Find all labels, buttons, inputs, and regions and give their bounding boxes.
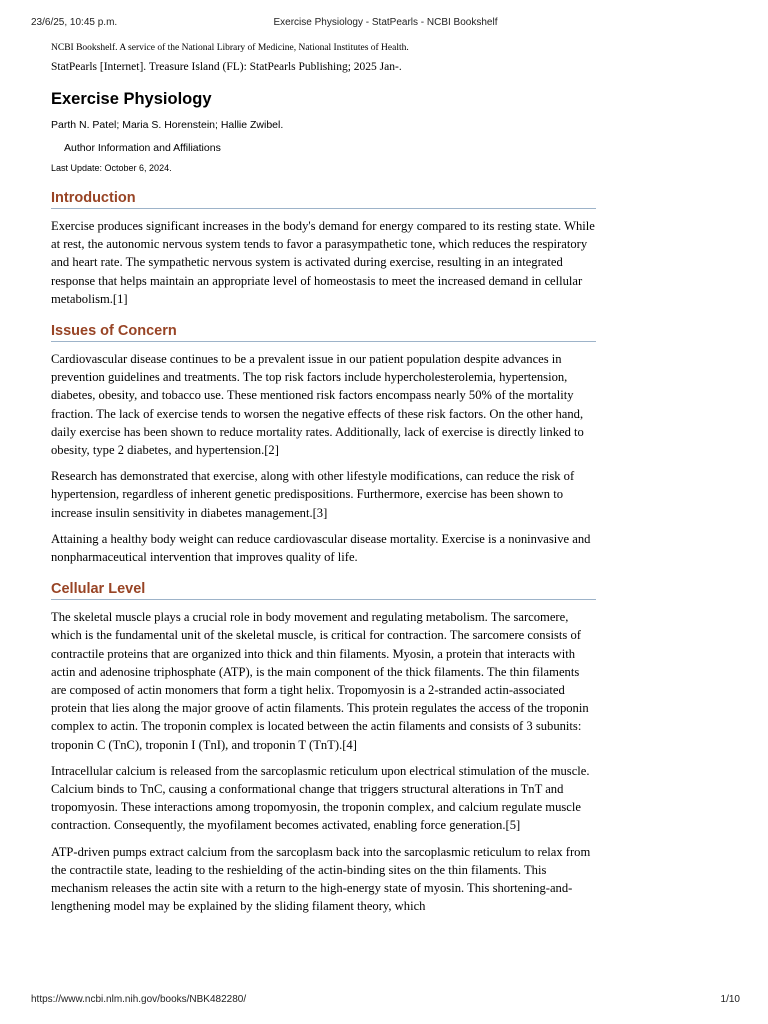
page-number: 1/10 <box>720 994 740 1005</box>
section-heading: Cellular Level <box>51 580 596 600</box>
print-footer <box>31 994 740 1008</box>
print-header <box>31 17 740 31</box>
article-content <box>51 42 596 930</box>
paragraph: The skeletal muscle plays a crucial role in body movement and regulating metabolism. The sarcomere, which is the fundamental unit of the skeletal muscle, is critical for contraction. The sarcomere consists of contractile proteins that are organized into thick and thin filaments. Myosin, a protein that interacts with actin and adenosine triphosphate (ATP), is the main component of the thick filaments. The thin filaments are composed of actin monomers that form a tight helix. Tropomyosin is a 2-stranded actin-associated protein that lies along the major groove of actin filaments. This protein regulates the access of the troponin complex to actin. The troponin complex is located between the actin filaments and consists of 3 subunits: troponin C (TnC), troponin I (TnI), and troponin T (TnT).[4] <box>51 610 589 752</box>
paragraph: Attaining a healthy body weight can reduce cardiovascular disease mortality. Exercise is a noninvasive and nonpharmaceutical intervention that improves quality of life. <box>51 531 591 565</box>
section-heading: Issues of Concern <box>51 322 596 342</box>
paragraph: ATP-driven pumps extract calcium from the sarcoplasm back into the sarcoplasmic reticulum to relax from the contractile state, leading to the reshielding of the actin-binding sites on the thin filaments. This mechanism releases the actin site with a return to the high-energy state of myosin. This shortening-and-lengthening model may be explained by the sliding filament theory, which <box>51 844 591 914</box>
print-date: 23/6/25, 10:45 p.m. <box>31 17 118 28</box>
book-citation: StatPearls [Internet]. Treasure Island (FL): StatPearls Publishing; 2025 Jan-. <box>51 61 402 73</box>
last-update: Last Update: October 6, 2024. <box>51 163 172 173</box>
section-cellular-level <box>51 580 596 915</box>
section-heading: Introduction <box>51 189 596 209</box>
author-list: Parth N. Patel; Maria S. Horenstein; Hallie Zwibel. <box>51 119 284 131</box>
print-page-title: Exercise Physiology - StatPearls - NCBI Bookshelf <box>273 17 498 28</box>
section-introduction <box>51 189 596 308</box>
paragraph: Intracellular calcium is released from the sarcoplasmic reticulum upon electrical stimulation of the muscle. Calcium binds to TnC, causing a conformational change that triggers structural alterations in TnT and tropomyosin. These interactions among tropomyosin, the troponin complex, and calcium regulate muscle contraction. Consequently, the myofilament becomes activated, enabling force generation.[5] <box>51 763 590 833</box>
section-issues-of-concern <box>51 322 596 566</box>
page-url: https://www.ncbi.nlm.nih.gov/books/NBK482280/ <box>31 994 247 1005</box>
bookshelf-service-line: NCBI Bookshelf. A service of the National Library of Medicine, National Institutes of Health. <box>51 43 409 53</box>
paragraph: Exercise produces significant increases in the body's demand for energy compared to its resting state. While at rest, the autonomic nervous system tends to favor a parasympathetic tone, which reduces the respiratory and heart rate. The sympathetic nervous system is activated during exercise, resulting in an integrated response that helps maintain an appropriate level of homeostasis to meet the increased demand in cellular metabolism.[1] <box>51 219 595 306</box>
author-affiliations-link[interactable]: Author Information and Affiliations <box>64 142 221 154</box>
paragraph: Research has demonstrated that exercise, along with other lifestyle modifications, can reduce the risk of hypertension, regardless of inherent genetic predispositions. Furthermore, exercise has been shown to increase insulin sensitivity in diabetes management.[3] <box>51 469 575 520</box>
article-title: Exercise Physiology <box>51 90 212 108</box>
paragraph: Cardiovascular disease continues to be a prevalent issue in our patient population despite advances in prevention guidelines and treatments. The top risk factors include hypercholesterolemia, hypertension, diabetes, obesity, and tobacco use. These mentioned risk factors encompass nearly 50% of the mortality fraction. The lack of exercise tends to worsen the negative effects of these risk factors. On the other hand, daily exercise has been shown to reduce mortality rates. Additionally, lack of exercise is directly linked to obesity, type 2 diabetes, and hypertension.[2] <box>51 352 584 458</box>
